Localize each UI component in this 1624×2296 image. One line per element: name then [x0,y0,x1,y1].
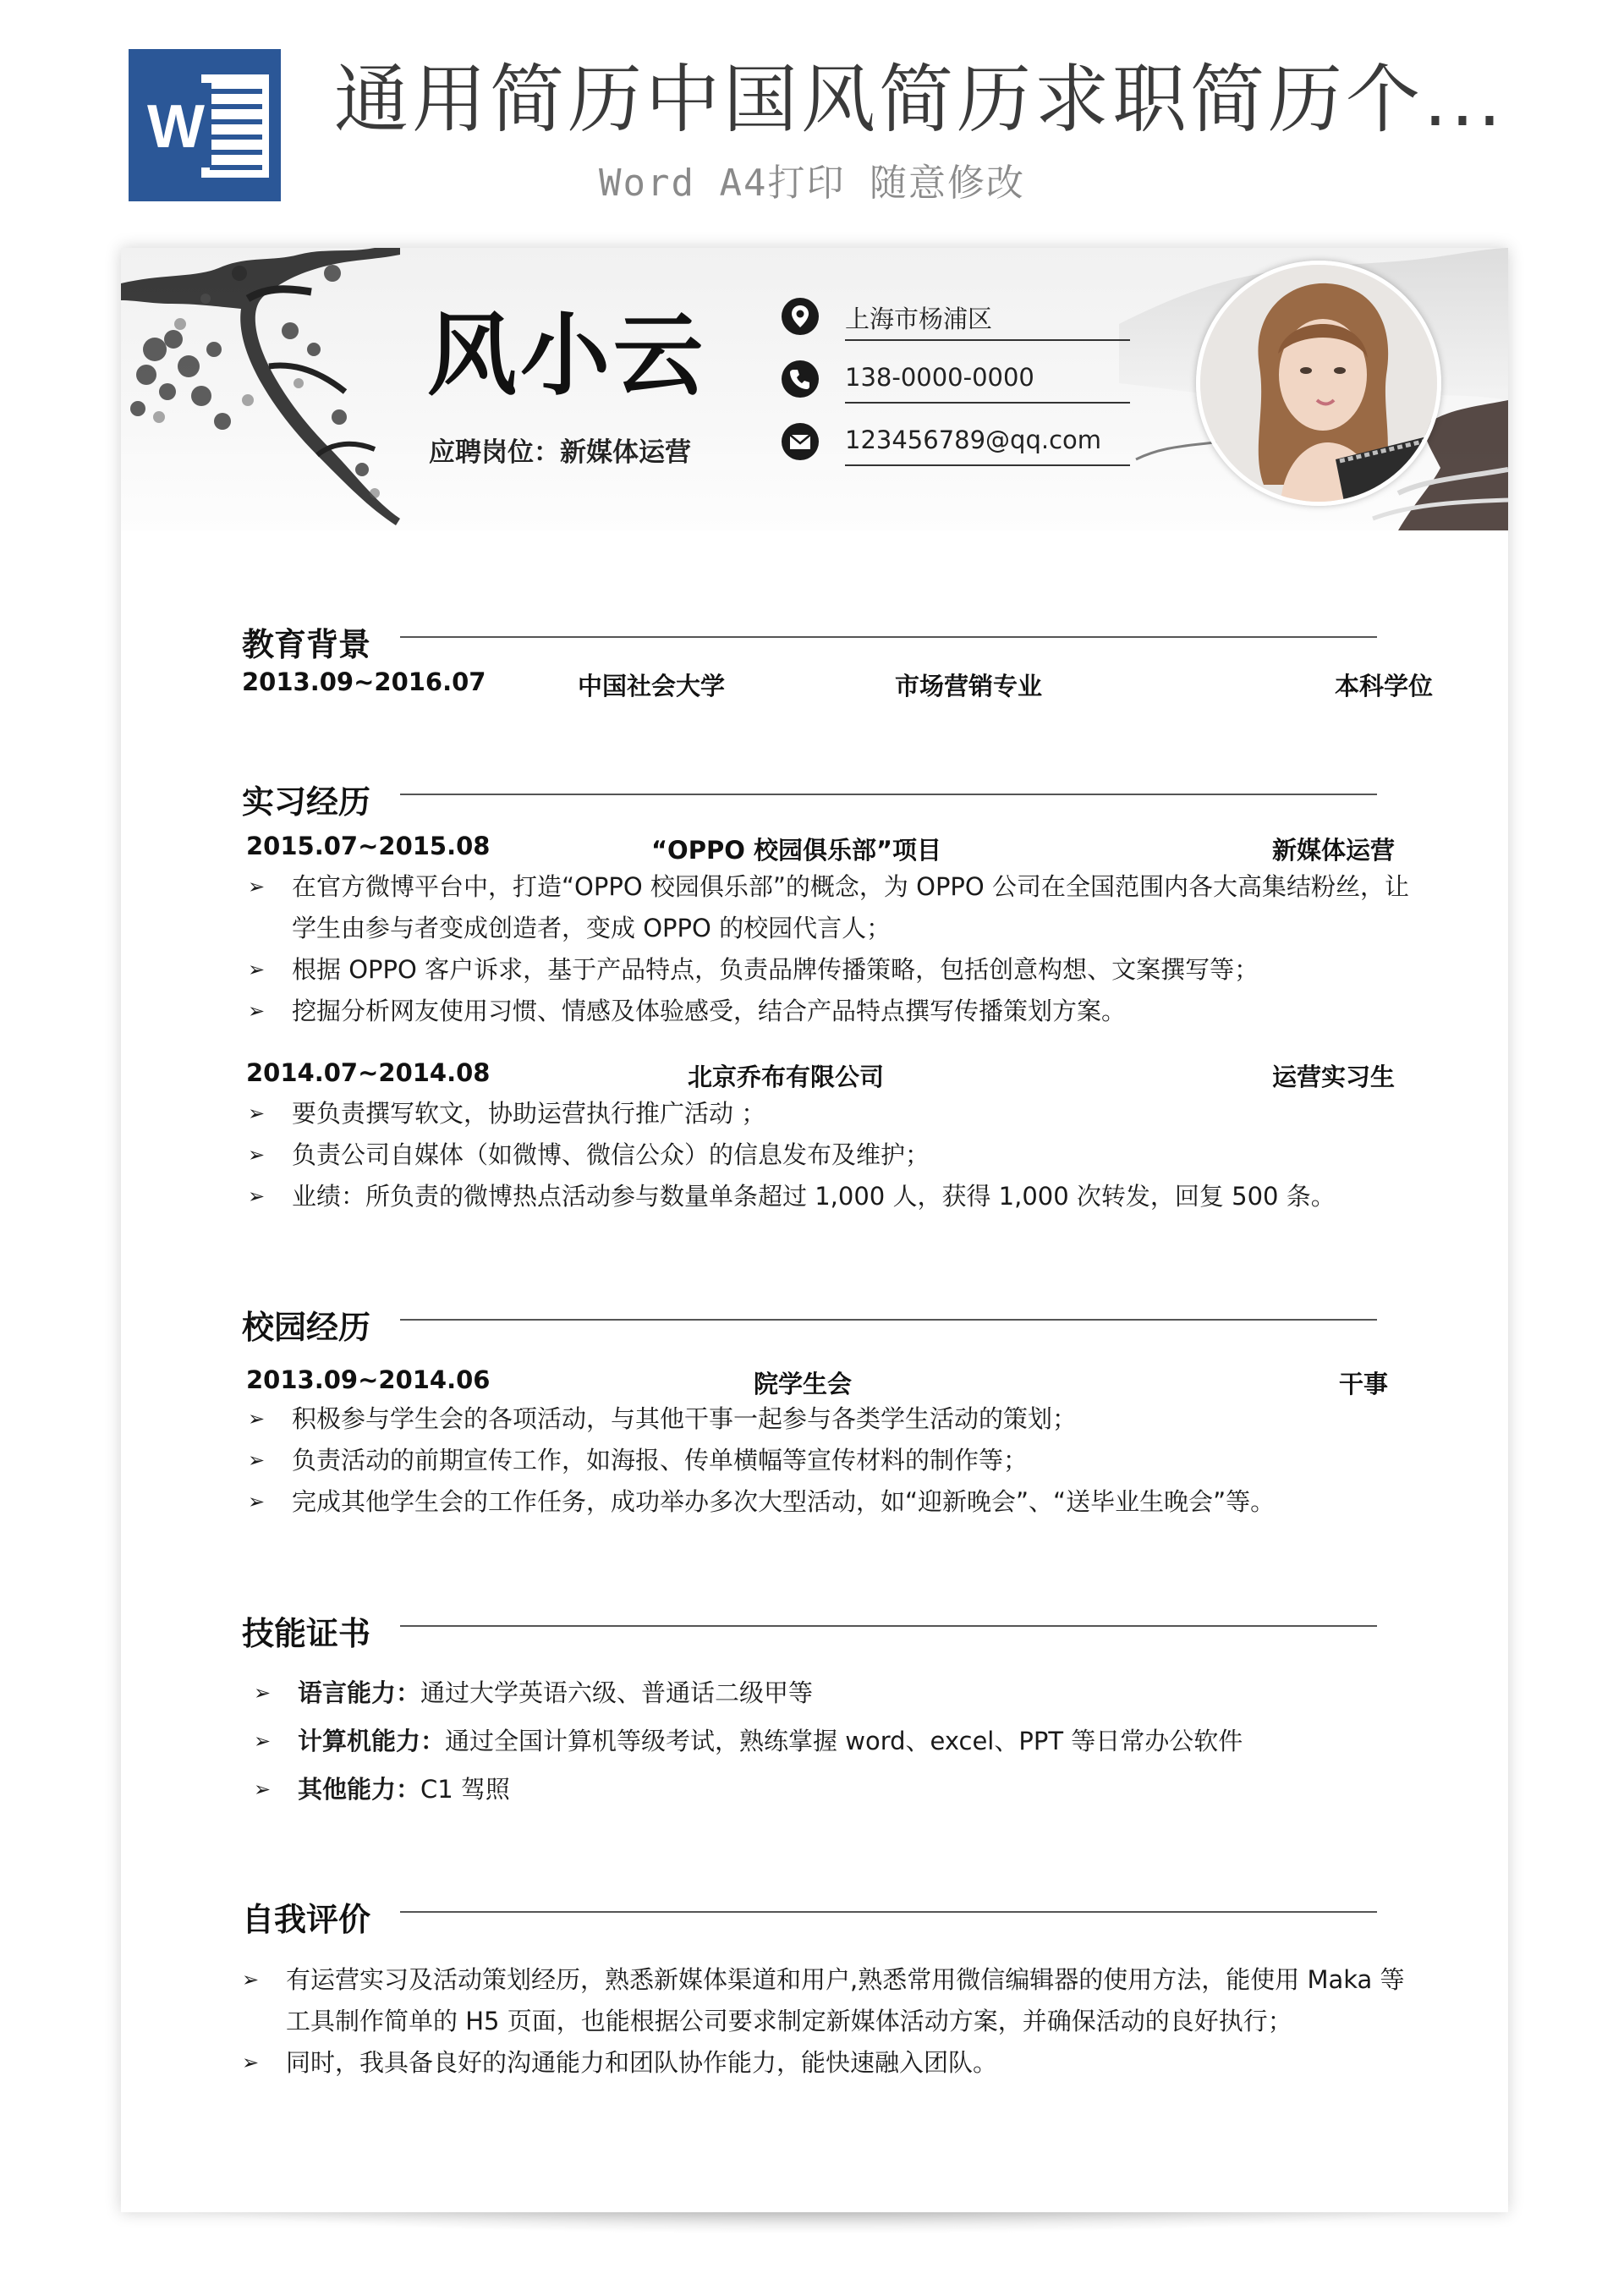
bullet-text: 要负责撰写软文，协助运营执行推广活动 ； [292,1099,766,1128]
skill-text: 通过大学英语六级、普通话二级甲等 [420,1678,814,1707]
contact-phone [781,356,1136,407]
section-divider [400,1625,1377,1627]
applied-position: 应聘岗位：新媒体运营 [429,437,691,468]
education-degree: 本科学位 [1335,672,1434,700]
section-title-campus: 校园经历 [242,1309,371,1346]
email-text: 123456789@qq.com [845,426,1102,454]
arrow-bullet-icon: ➢ [248,1143,266,1167]
campus-period: 2013.09~2014.06 [246,1365,491,1394]
education-period: 2013.09~2016.07 [242,667,486,696]
bullet-text: 业绩：所负责的微博热点活动参与数量单条超过 1,000 人，获得 1,000 次转发，回复 500 条。 [292,1182,1336,1211]
arrow-bullet-icon: ➢ [242,1968,260,1991]
resume-page [121,248,1508,2212]
internship-2-period: 2014.07~2014.08 [246,1058,491,1087]
contact-address [781,294,1136,344]
contact-underline [845,339,1130,341]
internship-2-role: 运营实习生 [1272,1063,1396,1091]
email-icon [781,422,820,461]
bullet-item [248,1093,1432,1134]
bullet-item [248,1481,1432,1523]
internship-2-org: 北京乔布有限公司 [688,1063,885,1091]
section-title-education: 教育背景 [242,626,371,663]
campus-org: 院学生会 [754,1370,853,1398]
document-subtitle: Word A4打印 随意修改 [599,162,1025,205]
bullet-item [248,1398,1432,1440]
internship-1-period: 2015.07~2015.08 [246,832,491,860]
education-school: 中国社会大学 [578,672,726,700]
arrow-bullet-icon: ➢ [248,1448,266,1472]
bullet-item [248,991,1432,1032]
skill-label: 其他能力： [298,1775,421,1804]
skill-item-computer [254,1721,1438,1762]
skill-item-other [254,1769,1438,1810]
location-pin-icon [781,297,820,336]
arrow-bullet-icon: ➢ [254,1681,272,1705]
bullet-item [248,866,1432,949]
bullet-item [242,1959,1426,2042]
arrow-bullet-icon: ➢ [248,875,266,898]
skill-label: 计算机能力： [298,1727,446,1755]
bullet-text: 在官方微博平台中，打造“OPPO 校园俱乐部”的概念，为 OPPO 公司在全国范围内各大高集结粉丝，让学生由参与者变成创造者，变成 OPPO 的校园代言人； [292,872,1409,942]
section-divider [400,794,1377,795]
phone-icon [781,360,820,398]
arrow-bullet-icon: ➢ [242,2051,260,2074]
bullet-item [248,1440,1432,1481]
arrow-bullet-icon: ➢ [254,1777,272,1801]
bullet-item [242,2042,1426,2084]
internship-1-org: “OPPO 校园俱乐部”项目 [651,836,942,865]
arrow-bullet-icon: ➢ [248,1490,266,1513]
bullet-text: 同时，我具备良好的沟通能力和团队协作能力，能快速融入团队。 [286,2048,998,2077]
bullet-text: 根据 OPPO 客户诉求，基于产品特点，负责品牌传播策略，包括创意构想、文案撰写等； [292,955,1259,984]
arrow-bullet-icon: ➢ [248,999,266,1023]
skill-item-language [254,1673,1438,1714]
bullet-text: 挖掘分析网友使用习惯、情感及体验感受，结合产品特点撰写传播策划方案。 [292,997,1127,1025]
resume-header [121,248,1508,530]
bullet-text: 积极参与学生会的各项活动，与其他干事一起参与各类学生活动的策划； [292,1404,1078,1433]
portrait-illustration [1200,265,1437,502]
word-icon-letter: W [147,93,205,161]
section-divider [400,1911,1377,1913]
candidate-photo [1196,261,1441,506]
bullet-item [248,1176,1432,1217]
bullet-text: 负责活动的前期宣传工作，如海报、传单横幅等宣传材料的制作等； [292,1446,1029,1475]
section-title-internship: 实习经历 [242,783,371,821]
skill-text: 通过全国计算机等级考试，熟练掌握 word、excel、PPT 等日常办公软件 [445,1727,1243,1755]
arrow-bullet-icon: ➢ [248,1184,266,1208]
contact-underline [845,464,1130,466]
section-divider [400,1319,1377,1321]
internship-1-role: 新媒体运营 [1272,836,1396,865]
contact-email [781,419,1136,470]
bullet-text: 负责公司自媒体（如微博、微信公众）的信息发布及维护； [292,1140,930,1169]
bullet-item [248,1134,1432,1176]
skill-text: C1 驾照 [420,1775,510,1804]
address-text: 上海市杨浦区 [845,305,993,333]
top-banner [0,0,1624,216]
candidate-name: 风小云 [427,304,706,408]
section-title-self-evaluation: 自我评价 [242,1901,371,1938]
contact-underline [845,402,1130,404]
section-title-skills: 技能证书 [242,1615,371,1652]
bullet-text: 有运营实习及活动策划经历，熟悉新媒体渠道和用户,熟悉常用微信编辑器的使用方法，能使用 Maka 等工具制作简单的 H5 页面，也能根据公司要求制定新媒体活动方案，并确保活动的良好执行； [286,1965,1405,2035]
document-title: 通用简历中国风简历求职简历个... [334,56,1505,143]
education-major: 市场营销专业 [895,672,1043,700]
arrow-bullet-icon: ➢ [248,958,266,981]
phone-text: 138-0000-0000 [845,363,1034,392]
plum-branch-ink-painting [121,248,400,530]
arrow-bullet-icon: ➢ [248,1407,266,1431]
skill-label: 语言能力： [298,1678,421,1707]
bullet-text: 完成其他学生会的工作任务，成功举办多次大型活动，如“迎新晚会”、“送毕业生晚会”等。 [292,1487,1276,1516]
bullet-item [248,949,1432,991]
arrow-bullet-icon: ➢ [254,1729,272,1753]
arrow-bullet-icon: ➢ [248,1101,266,1125]
campus-role: 干事 [1339,1370,1389,1398]
section-divider [400,636,1377,638]
